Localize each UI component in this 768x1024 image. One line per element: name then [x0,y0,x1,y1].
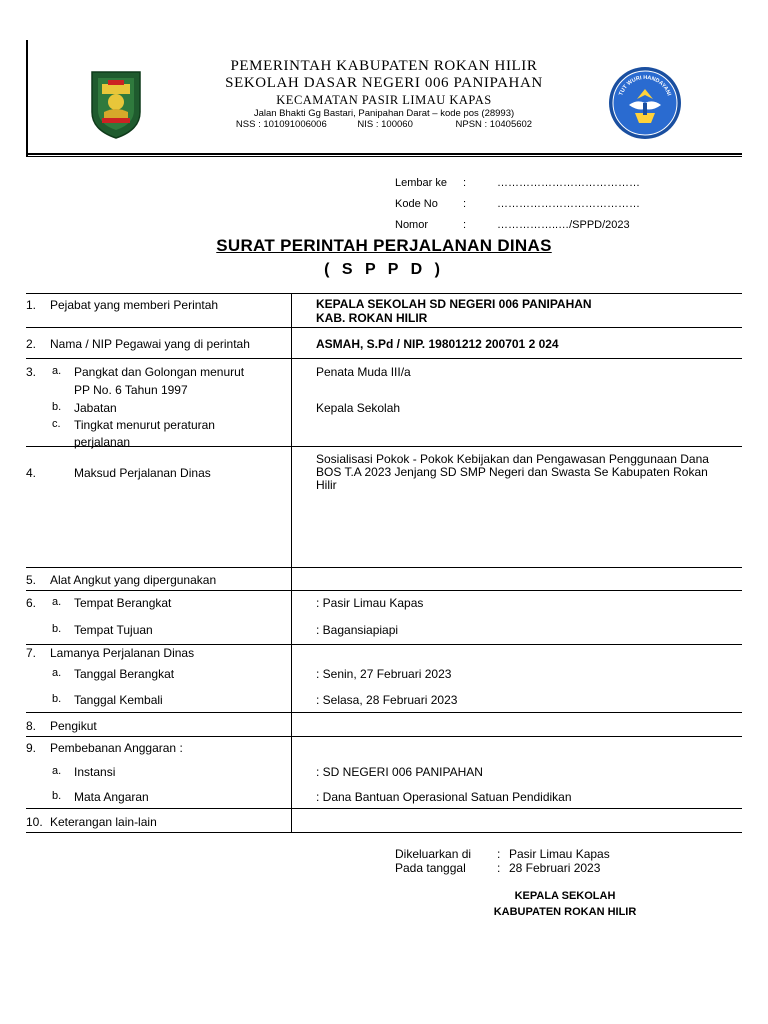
row-label: Tingkat menurut peraturan [74,418,215,432]
meta-label: Lembar ke [395,176,447,189]
row-number: 2. [26,337,37,351]
sub-letter: b. [52,693,62,705]
row-label: Tanggal Kembali [74,693,163,707]
column-divider [291,809,292,832]
row-value: KAB. ROKAN HILIR [316,311,428,325]
row-label: Tempat Berangkat [74,596,172,610]
table-row-5 [26,568,742,591]
row-value: Penata Muda III/a [316,365,411,379]
letterhead-rule-thick [26,153,742,155]
row-number: 1. [26,298,37,312]
sub-letter: a. [52,765,62,777]
nis-number: NIS : 100060 [357,119,413,130]
row-label: Pejabat yang memberi Perintah [50,298,219,312]
nss-number: NSS : 101091006006 [235,119,327,130]
row-value: KEPALA SEKOLAH SD NEGERI 006 PANIPAHAN [316,297,592,311]
row-label: Tanggal Berangkat [74,667,175,681]
table-row-3 [26,359,742,447]
signatory-block [470,888,660,920]
row-label: PP No. 6 Tahun 1997 [74,383,188,397]
school-address: Jalan Bhakti Gg Bastari, Panipahan Darat – kode pos (28993) [253,108,515,119]
row-label: Mata Angaran [74,790,149,804]
column-divider [291,645,292,712]
school-identifiers [180,119,588,131]
sub-letter: b. [52,623,62,635]
row-value: : Dana Bantuan Operasional Satuan Pendidikan [316,790,572,804]
table-row-1 [26,294,742,328]
meta-colon: : [463,197,467,210]
district-name: KECAMATAN PASIR LIMAU KAPAS [276,93,492,107]
row-label: Maksud Perjalanan Dinas [74,466,211,480]
school-name: SEKOLAH DASAR NEGERI 006 PANIPAHAN [225,75,543,91]
row-number: 6. [26,596,37,610]
row-value: : SD NEGERI 006 PANIPAHAN [316,765,483,779]
column-divider [291,713,292,736]
table-row-4 [26,447,742,568]
issued-date-row [395,861,610,875]
document-title [0,236,768,280]
government-name: PEMERINTAH KABUPATEN ROKAN HILIR [230,58,538,74]
meta-row-lembar [395,172,640,193]
row-value: : Bagansiapiapi [316,623,399,637]
meta-row-kode [395,193,640,214]
row-value: : Pasir Limau Kapas [316,596,424,610]
title-abbreviation: ( S P P D ) [324,261,444,278]
table-row-6 [26,591,742,645]
sub-letter: a. [52,667,62,679]
issued-at-label: Dikeluarkan di [395,847,472,861]
row-number: 9. [26,741,37,755]
sub-letter: b. [52,401,62,413]
row-number: 3. [26,365,37,379]
meta-colon: : [463,176,467,189]
row-value: ASMAH, S.Pd / NIP. 19801212 200701 2 024 [316,337,559,351]
letterhead-text [180,58,588,131]
row-label: Tempat Tujuan [74,623,153,637]
row-label: Pembebanan Anggaran : [50,741,183,755]
sub-letter: a. [52,596,62,608]
sub-letter: a. [52,365,62,377]
letterhead-left-rule [26,40,28,156]
row-label: Nama / NIP Pegawai yang di perintah [50,337,250,351]
row-value: : Senin, 27 Februari 2023 [316,667,452,681]
column-divider [291,568,292,590]
row-label: Pengikut [50,719,97,733]
npsn-number: NPSN : 10405602 [455,119,533,130]
row-label: Keterangan lain-lain [50,815,157,829]
row-value: Hilir [316,478,337,492]
sub-letter: b. [52,790,62,802]
letterhead-rule-thin [26,156,742,157]
issued-at-colon: : [497,847,501,861]
row-label: Jabatan [74,401,117,415]
row-label: Alat Angkut yang dipergunakan [50,573,217,587]
meta-value: ………………………………… [497,176,640,189]
issued-date-colon: : [497,861,501,875]
row-value: : Selasa, 28 Februari 2023 [316,693,458,707]
table-row-10 [26,809,742,833]
row-value: BOS T.A 2023 Jenjang SD SMP Negeri dan Swasta Se Kabupaten Rokan [316,465,708,479]
column-divider [291,328,292,358]
table-row-7 [26,645,742,713]
meta-value: ………………………………… [497,197,640,210]
sub-letter: c. [52,418,61,430]
table-row-2 [26,328,742,359]
row-number: 4. [26,466,37,480]
issued-date-label: Pada tanggal [395,861,466,875]
column-divider [291,294,292,327]
row-number: 8. [26,719,37,733]
row-label: Lamanya Perjalanan Dinas [50,646,195,660]
meta-value: ……………..…/SPPD/2023 [497,218,630,231]
meta-colon: : [463,218,467,231]
regency-crest-icon [88,68,144,140]
issuance-info [395,847,610,875]
letterhead [0,0,768,160]
row-label: perjalanan [74,435,131,449]
logo-motto: TUT WURI HANDAYANI [618,74,672,97]
column-divider [291,447,292,567]
column-divider [291,737,292,808]
signatory-institution: KABUPATEN ROKAN HILIR [493,906,637,918]
title-main: SURAT PERINTAH PERJALANAN DINAS [216,236,552,255]
table-row-9 [26,737,742,809]
issued-at-row [395,847,610,861]
issued-at-value: Pasir Limau Kapas [509,847,610,861]
row-number: 7. [26,646,37,660]
document-meta [395,172,640,235]
issued-date-value: 28 Februari 2023 [509,861,601,875]
row-label: Pangkat dan Golongan menurut [74,365,245,379]
table-row-8 [26,713,742,737]
sppd-form-table [26,293,742,833]
column-divider [291,591,292,644]
tut-wuri-handayani-logo-icon [607,65,683,141]
meta-label: Kode No [395,197,438,210]
signatory-title: KEPALA SEKOLAH [514,890,616,902]
row-label: Instansi [74,765,116,779]
column-divider [291,359,292,446]
meta-label: Nomor [395,218,429,231]
row-value: Sosialisasi Pokok - Pokok Kebijakan dan Pengawasan Penggunaan Dana [316,452,709,466]
meta-row-nomor [395,214,640,235]
row-number: 5. [26,573,37,587]
row-value: Kepala Sekolah [316,401,401,415]
row-number: 10. [26,815,43,829]
